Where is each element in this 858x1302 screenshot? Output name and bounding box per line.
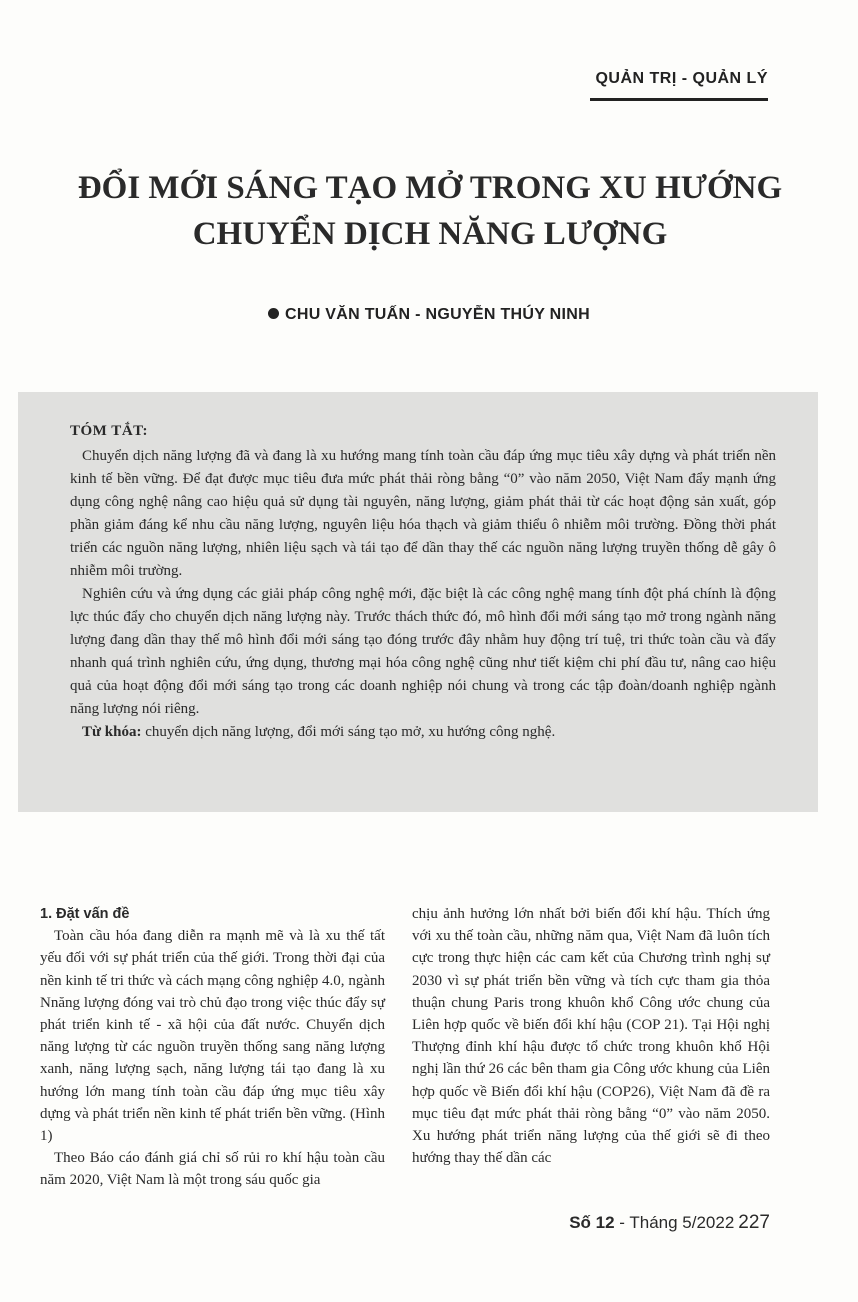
body-column-right xyxy=(412,903,770,1169)
abstract-heading: TÓM TẮT: xyxy=(70,423,149,439)
page-number: 227 xyxy=(738,1212,770,1233)
issue-number: Số 12 xyxy=(569,1213,615,1232)
body-column-left xyxy=(40,903,385,1192)
abstract-box xyxy=(18,392,818,812)
body-paragraph: Theo Báo cáo đánh giá chỉ số rủi ro khí hậu toàn cầu năm 2020, Việt Nam là một trong sáu quốc gia xyxy=(40,1150,385,1189)
abstract-paragraph-2: Nghiên cứu và ứng dụng các giải pháp công nghệ mới, đặc biệt là các công nghệ mang tính đột phá chính là động lực thúc đẩy cho chuyển dịch năng lượng này. Trước thách thức đó, mô hình đổi mới sáng tạo mở trong ngành năng lượng đang dần thay thế mô hình đổi mới sáng tạo đóng trước đây nhằm huy động trí tuệ, tri thức toàn cầu và đẩy nhanh quá trình nghiên cứu, ứng dụng, thương mại hóa công nghệ cũng như tiết kiệm chi phí đầu tư, nâng cao hiệu quả của hoạt động đổi mới sáng tạo trong các doanh nghiệp nói chung và trong các tập đoàn/doanh nghiệp ngành năng lượng nói riêng. xyxy=(70,586,776,717)
keywords-text: chuyển dịch năng lượng, đổi mới sáng tạo mở, xu hướng công nghệ. xyxy=(141,724,556,740)
bullet-icon xyxy=(268,308,279,319)
article-title xyxy=(30,165,830,257)
keywords-label: Từ khóa: xyxy=(82,724,142,740)
body-paragraph: chịu ảnh hưởng lớn nhất bởi biến đổi khí hậu. Thích ứng với xu thế toàn cầu, những năm qua, Việt Nam đã luôn tích cực trong thực hiện các cam kết của Chương trình nghị sự 2030 vì sự phát triển bền vững và tích cực tham gia thỏa thuận chung Paris trong khuôn khổ Công ước chung của Liên hợp quốc về biến đổi khí hậu (COP 21). Tại Hội nghị Thượng đỉnh khí hậu được tổ chức trong khuôn khổ Hội nghị lần thứ 26 các bên tham gia Công ước khung của Liên hợp quốc về Biến đổi khí hậu (COP26), Việt Nam đã đề ra mục tiêu đạt mức phát thải ròng bằng “0” vào năm 2050. Xu hướng phát triển năng lượng của thế giới sẽ đi theo hướng thay thế dần các xyxy=(412,906,770,1167)
title-line-2: CHUYỂN DỊCH NĂNG LƯỢNG xyxy=(192,216,668,252)
section-heading: 1. Đặt vấn đề xyxy=(40,906,130,922)
body-paragraph: Toàn cầu hóa đang diễn ra mạnh mẽ và là xu thế tất yếu đối với sự phát triển của thế giới. Trong thời đại của nền kinh tế tri thức và cách mạng công nghiệp 4.0, ngành Nnăng lượng đóng vai trò chủ đạo trong việc thúc đẩy sự phát triển kinh tế - xã hội của đất nước. Chuyển dịch năng lượng từ các nguồn truyền thống sang năng lượng xanh, năng lượng sạch, năng lượng tái tạo đang là xu hướng lớn mang tính toàn cầu đáp ứng mục tiêu xây dựng và phát triển nền kinh tế phát triển bền vững. (Hình 1) xyxy=(40,928,385,1145)
issue-date: - Tháng 5/2022 xyxy=(614,1213,735,1232)
section-label: QUẢN TRỊ - QUẢN LÝ xyxy=(595,70,768,87)
article-authors xyxy=(0,306,858,324)
title-line-1: ĐỔI MỚI SÁNG TẠO MỞ TRONG XU HƯỚNG xyxy=(77,170,783,206)
header-rule xyxy=(590,98,768,101)
authors-text: CHU VĂN TUẤN - NGUYỄN THÚY NINH xyxy=(284,306,590,323)
keywords xyxy=(70,721,776,744)
page-footer xyxy=(569,1212,770,1234)
abstract-paragraph-1: Chuyển dịch năng lượng đã và đang là xu hướng mang tính toàn cầu đáp ứng mục tiêu xây dựng và phát triển nền kinh tế bền vững. Để đạt được mục tiêu đưa mức phát thải ròng bằng “0” vào năm 2050, Việt Nam đẩy mạnh ứng dụng công nghệ nâng cao hiệu quả sử dụng tài nguyên, năng lượng, giảm phát thải từ các hoạt động sản xuất, góp phần giảm đáng kể nhu cầu năng lượng, nguyên liệu hóa thạch và giảm thiểu ô nhiễm môi trường. Đồng thời phát triển các nguồn năng lượng, nhiên liệu sạch và tái tạo để dần thay thế các nguồn năng lượng truyền thống dễ gây ô nhiễm môi trường. xyxy=(70,448,776,579)
